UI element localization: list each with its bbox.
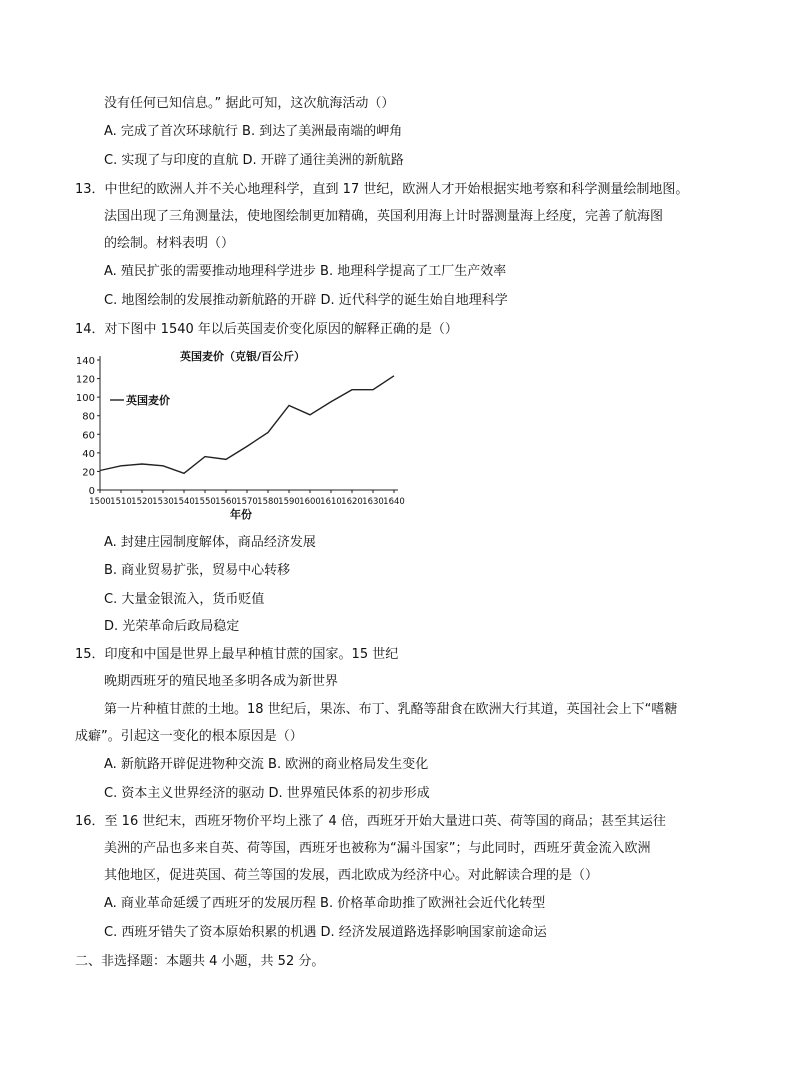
x-tick-label: 1580 [257,497,279,507]
q13-stem-line-2: 法国出现了三角测量法，使地图绘制更加精确，英国利用海上计时器测量海上经度，完善了航海图 [104,209,664,224]
q16-stem-line-3: 其他地区，促进英国、荷兰等国的发展，西北欧成为经济中心。对此解读合理的是（） [104,868,599,883]
x-tick-label: 1590 [278,497,300,507]
series-line-wheat-price [100,376,394,474]
legend-label: 英国麦价 [126,394,170,407]
q16-options-cd: C. 西班牙错失了资本原始积累的机遇 D. 经济发展道路选择影响国家前途命运 [104,925,547,940]
q14-option-b: B. 商业贸易扩张，贸易中心转移 [104,563,291,578]
q14-option-d: D. 光荣革命后政局稳定 [104,619,240,634]
y-tick-label: 20 [82,467,95,479]
q13-options-cd: C. 地图绘制的发展推动新航路的开辟 D. 近代科学的诞生始自地理科学 [104,293,508,308]
x-tick-label: 1640 [383,497,405,507]
x-tick-label: 1610 [320,497,342,507]
x-tick-label: 1570 [236,497,258,507]
q15-options-cd: C. 资本主义世界经济的驱动 D. 世界殖民体系的初步形成 [104,786,430,801]
y-tick-label: 120 [75,374,95,386]
x-tick-label: 1500 [89,497,111,507]
y-tick-label: 100 [75,393,95,405]
chart-axes [100,356,398,490]
q15-stem-line-4: 成癖”。引起这一变化的根本原因是（） [75,729,303,744]
x-tick-label: 1520 [131,497,153,507]
x-tick-label: 1540 [173,497,195,507]
q14-stem: 14．对下图中 1540 年以后英国麦价变化原因的解释正确的是（） [75,322,458,337]
section-heading-non-choice: 二、非选择题：本题共 4 小题，共 52 分。 [75,954,325,969]
x-tick-label: 1620 [341,497,363,507]
x-tick-label: 1560 [215,497,237,507]
y-tick-label: 0 [88,486,95,497]
y-tick-label: 40 [82,448,95,460]
x-tick-label: 1630 [362,497,384,507]
q13-options-ab: A. 殖民扩张的需要推动地理科学进步 B. 地理科学提高了工厂生产效率 [104,264,507,279]
y-tick-label: 60 [82,430,95,442]
q12-options-cd: C. 实现了与印度的直航 D. 开辟了通往美洲的新航路 [104,153,404,168]
q15-stem-line-2: 晚期西班牙的殖民地圣多明各成为新世界 [104,674,339,689]
y-tick-label: 80 [82,411,95,423]
q16-options-ab: A. 商业革命延缓了西班牙的发展历程 B. 价格革命助推了欧洲社会近代化转型 [104,896,546,911]
q12-options-ab: A. 完成了首次环球航行 B. 到达了美洲最南端的岬角 [104,124,403,139]
chart-title: 英国麦价（克银/百公斤） [180,350,306,363]
q13-stem-line-3: 的绘制。材料表明（） [104,236,235,251]
chart-y-ticks [76,356,100,497]
q15-stem-line-1: 15．印度和中国是世界上最早种植甘蔗的国家。15 世纪 [75,647,399,662]
chart-x-ticks [89,490,405,507]
wheat-price-chart [70,344,410,522]
q14-option-a: A. 封建庄园制度解体，商品经济发展 [104,535,316,550]
x-axis-label: 年份 [230,508,252,521]
q13-stem-line-1: 13．中世纪的欧洲人并不关心地理科学，直到 17 世纪，欧洲人才开始根据实地考察和科学测量绘制地图。 [75,182,689,197]
x-tick-label: 1510 [110,497,132,507]
x-tick-label: 1600 [299,497,321,507]
q15-options-ab: A. 新航路开辟促进物种交流 B. 欧洲的商业格局发生变化 [104,757,429,772]
q12-stem-tail: 没有任何已知信息。” 据此可知，这次航海活动（） [104,96,395,111]
y-tick-label: 140 [75,356,95,367]
q16-stem-line-2: 美洲的产品也多来自英、荷等国，西班牙也被称为“漏斗国家”；与此同时，西班牙黄金流入欧洲 [104,841,651,856]
x-tick-label: 1530 [152,497,174,507]
x-tick-label: 1550 [194,497,216,507]
q16-stem-line-1: 16．至 16 世纪末，西班牙物价平均上涨了 4 倍，西班牙开始大量进口英、荷等国的商品；甚至其运往 [75,814,666,829]
q15-stem-line-3: 第一片种植甘蔗的土地。18 世纪后，果冻、布丁、乳酪等甜食在欧洲大行其道，英国社会上下“嗜糖 [104,702,678,717]
q14-option-c: C. 大量金银流入，货币贬值 [104,592,265,607]
